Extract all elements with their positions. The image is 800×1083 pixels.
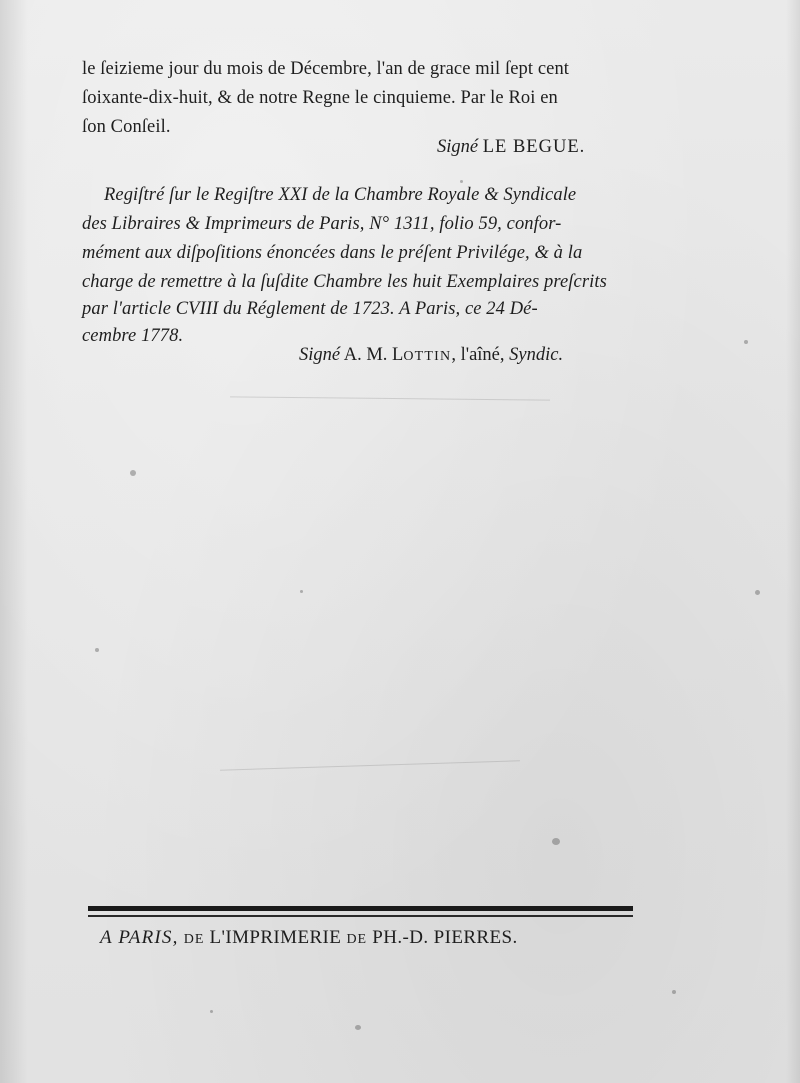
- signature-name: LE BEGUE.: [482, 137, 586, 157]
- registration-line-6: [82, 327, 183, 346]
- paper-crease: [230, 396, 550, 400]
- paper-speck: [755, 590, 760, 595]
- registration-text: Regiſtré ſur le Regiſtre XXI de la Chambre Royale & Syndicale: [104, 185, 577, 205]
- paper-speck: [552, 838, 560, 845]
- signature-title: Syndic.: [509, 345, 564, 365]
- imprint: [100, 928, 625, 947]
- signature-name: , l'aîné,: [451, 345, 505, 365]
- imprint-de: DE: [183, 932, 205, 947]
- registration-line-4: [82, 273, 607, 292]
- privilege-text: ſon Conſeil.: [82, 117, 171, 137]
- paper-speck: [355, 1025, 361, 1030]
- registration-line-3: [82, 244, 582, 263]
- registration-line-1: [104, 186, 576, 205]
- imprint-rule-thin: [88, 915, 633, 917]
- registration-text: par l'article CVIII du Réglement de 1723. A Paris, ce 24 Dé-: [82, 299, 538, 319]
- signature-le-begue: [437, 138, 585, 157]
- privilege-line-2: [82, 89, 558, 108]
- privilege-text: le ſeizieme jour du mois de Décembre, l'an de grace mil ſept cent: [82, 59, 570, 79]
- imprint-printer: L'IMPRIMERIE: [209, 927, 342, 948]
- paper-speck: [130, 470, 136, 476]
- imprint-place: A PARIS,: [100, 927, 179, 948]
- registration-line-2: [82, 215, 561, 234]
- signature-signe: Signé: [437, 137, 479, 157]
- paper-speck: [744, 340, 748, 344]
- signature-lottin: [299, 346, 563, 365]
- registration-line-5: [82, 300, 538, 319]
- paper-speck: [672, 990, 676, 994]
- paper-speck: [460, 180, 463, 183]
- paper-speck: [300, 590, 303, 593]
- registration-text: charge de remettre à la ſuſdite Chambre les huit Exemplaires preſcrits: [82, 272, 607, 292]
- signature-name: A. M. L: [343, 345, 404, 365]
- paper-speck: [95, 648, 99, 652]
- privilege-text: ſoixante-dix-huit, & de notre Regne le cinquieme. Par le Roi en: [82, 88, 558, 108]
- privilege-line-3: [82, 118, 171, 137]
- imprint-printer-name: PH.-D. PIERRES.: [372, 927, 518, 948]
- paper-speck: [210, 1010, 213, 1013]
- signature-signe: Signé: [299, 345, 341, 365]
- imprint-rule-thick: [88, 906, 633, 911]
- registration-text: mément aux diſpoſitions énoncées dans le préſent Privilége, & à la: [82, 243, 583, 263]
- registration-text: cembre 1778.: [82, 326, 184, 346]
- privilege-line-1: [82, 60, 648, 79]
- paper-crease: [220, 760, 520, 770]
- signature-name-smallcaps: OTTIN: [403, 349, 452, 364]
- registration-text: des Libraires & Imprimeurs de Paris, N° 1311, folio 59, confor-: [82, 214, 562, 234]
- imprint-de: DE: [346, 932, 368, 947]
